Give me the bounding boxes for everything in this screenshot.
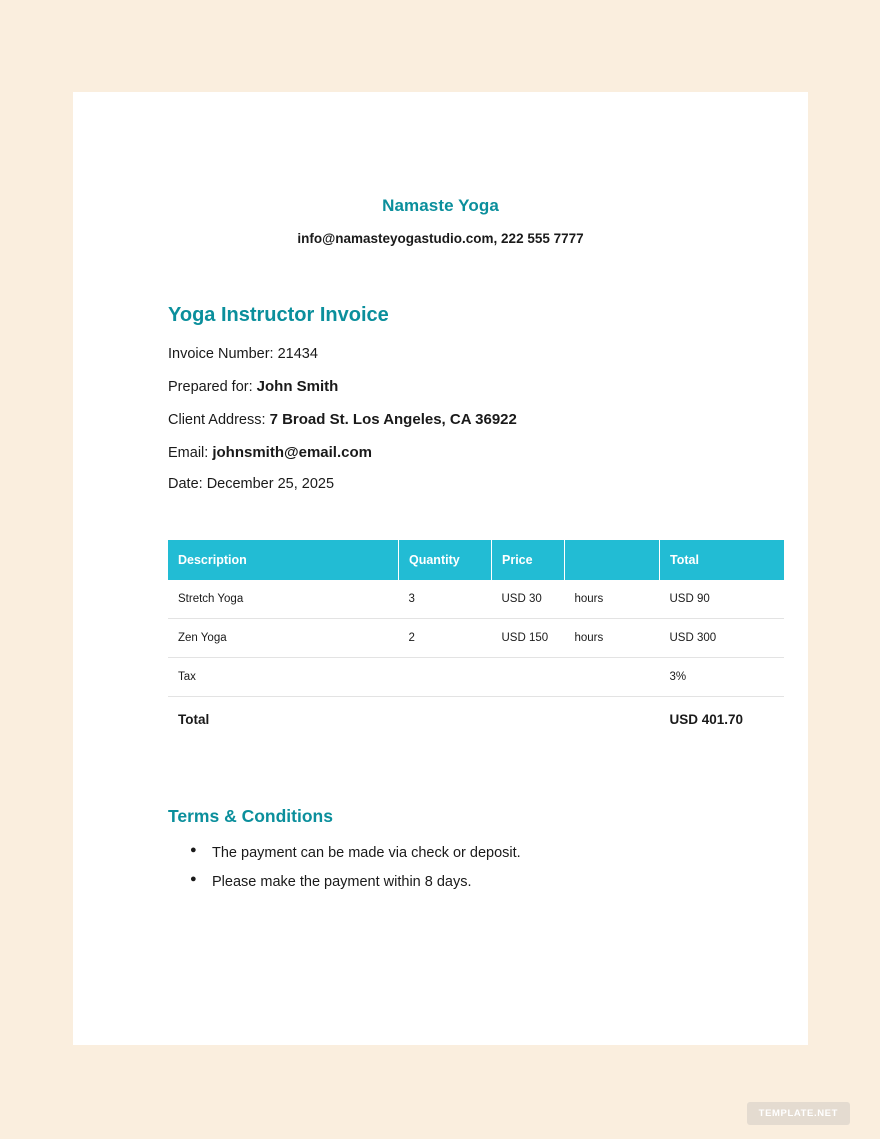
company-name: Namaste Yoga: [382, 196, 499, 215]
meta-value: December 25, 2025: [206, 476, 335, 493]
cell-unit: [565, 658, 660, 697]
table-row-tax: [168, 658, 784, 697]
watermark-badge: TEMPLATE.NET: [747, 1102, 850, 1125]
cell-quantity: [399, 658, 492, 697]
letterhead: [168, 196, 713, 246]
company-contact: info@namasteyogastudio.com, 222 555 7777: [297, 231, 584, 246]
table-header: [168, 540, 784, 580]
meta-label: Invoice Number:: [168, 346, 278, 362]
table-header-total: Total: [660, 540, 785, 580]
meta-value: 21434: [277, 346, 318, 362]
cell-price: [492, 658, 565, 697]
terms-list: [168, 845, 713, 890]
cell-total: 3%: [660, 658, 785, 697]
cell-total: USD 90: [660, 580, 785, 619]
cell-unit: hours: [565, 580, 660, 619]
meta-label: Prepared for:: [168, 378, 257, 395]
table-header-price: Price: [492, 540, 565, 580]
meta-value: johnsmith@email.com: [212, 443, 372, 461]
table-header-row: [168, 540, 784, 580]
invoice-meta-row-number: [168, 345, 713, 364]
meta-label: Date:: [168, 476, 207, 493]
terms-title: Terms & Conditions: [168, 806, 333, 827]
cell-description: Zen Yoga: [168, 619, 399, 658]
cell-description: Stretch Yoga: [168, 580, 399, 619]
table-row: [168, 619, 784, 658]
list-item: ● Please make the payment within 8 days.: [190, 874, 713, 890]
table-header-quantity: Quantity: [399, 540, 492, 580]
cell-empty: [399, 697, 492, 741]
table-header-unit: [565, 540, 660, 580]
meta-label: Email:: [168, 444, 213, 461]
page-title: Yoga Instructor Invoice: [168, 304, 389, 326]
document-page: [73, 92, 808, 1045]
cell-unit: hours: [565, 619, 660, 658]
cell-total-label: Total: [178, 712, 210, 728]
cell-quantity: 3: [399, 580, 492, 619]
invoice-meta-row-prepared-for: [168, 377, 713, 397]
invoice-meta-row-date: [168, 475, 713, 494]
meta-value: 7 Broad St. Los Angeles, CA 36922: [269, 410, 517, 428]
invoice-meta-row-email: [168, 443, 713, 463]
cell-price: USD 30: [492, 580, 565, 619]
meta-label: Client Address:: [168, 411, 270, 428]
cell-quantity: 2: [399, 619, 492, 658]
cell-description: Tax: [168, 658, 399, 697]
table-body: [168, 580, 784, 740]
invoice-meta-row-client-address: [168, 410, 713, 430]
cell-price: USD 150: [492, 619, 565, 658]
table-row-total: [168, 697, 784, 741]
cell-empty: [492, 697, 565, 741]
line-items-table: [168, 540, 784, 740]
document-content: [73, 196, 808, 890]
cell-empty: [565, 697, 660, 741]
meta-value: John Smith: [256, 377, 339, 395]
list-item: ● The payment can be made via check or deposit.: [190, 845, 713, 861]
table-row: [168, 580, 784, 619]
cell-total: USD 300: [660, 619, 785, 658]
cell-grand-total: USD 401.70: [669, 712, 744, 728]
table-header-description: Description: [168, 540, 399, 580]
invoice-meta-list: [168, 345, 713, 494]
